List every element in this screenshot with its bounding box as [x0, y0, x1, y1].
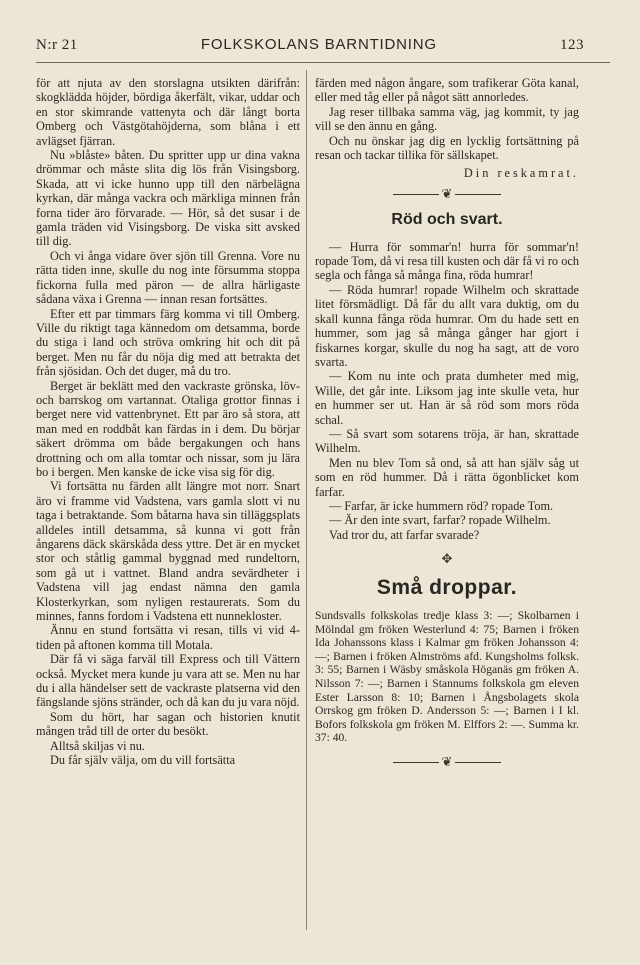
column-divider — [306, 70, 307, 930]
paragraph: för att njuta av den storslagna utsikten därifrån: skogklädda höjder, bördiga åkerfält, vikar, uddar och en stor skimrande vattenyta och där långt borta Omberg och Västgötahöjderna, som blåna i ett avlägset fjärran. — [36, 76, 300, 148]
paragraph: — Hurra för sommar'n! hurra för sommar'n! ropade Tom, då vi resa till kusten och där få vi ro och segla och fånga så många fina, röda humrar! — [315, 239, 579, 283]
paragraph: Där få vi säga farväl till Express och till Vättern också. Mycket mera kunde ju vara att se. Men nu har du i alla händelser sett de vackraste platserna vid den fängslande sjöns stränder, och då kan du ju vara nöjd. — [36, 652, 300, 710]
paragraph: — Farfar, är icke hummern röd? ropade Tom. — [329, 498, 554, 513]
paragraph: Jag reser tillbaka samma väg, jag kommit, ty jag vill se den ännu en gång. — [315, 104, 579, 134]
flourish-icon: ❦ — [441, 185, 453, 201]
paragraph: Vad tror du, att farfar svarade? — [329, 527, 480, 542]
paragraph: Du får själv välja, om du vill fortsätta — [50, 753, 236, 768]
paragraph: Vi fortsätta nu färden allt längre mot norr. Snart äro vi framme vid Vadstena, vars gamla slott vi nu taga i betraktande. Som båtarna hava sin tilläggsplats alldeles intill detsamma, så kunna vi gott från ångarens däck skärskåda dess yttre. Det är en mycket stor och ståtlig gammal byggnad med rundeltorn, som gå ut i vattnet. Bland andra sevärdheter i Vadstena vill jag endast nämna den gamla Klosterkyrkan, som nyligen restaurerats. Som du minnes, fanns fordom i Vadstena ett nunnekloster. — [36, 479, 300, 624]
donations-list — [315, 609, 579, 745]
paragraph: Ännu en stund fortsätta vi resan, tills vi vid 4-tiden på aftonen komma till Motala. — [36, 623, 300, 652]
paragraph: Och nu önskar jag dig en lycklig fortsättning på resan och tackar tillika för sällskapet. — [315, 133, 579, 163]
paragraph: Sundsvalls folkskolas tredje klass 3: —; Skolbarnen i Mölndal gm fröken Westerlund 4: 75; Barnen i fröken Ida Johanssons klass i Kalmar gm fröken Johansson 4: —; Barnen i fröken Almströms afd. Kungsholms folksk. 3: 55; Barnen i Wäsby småskola Höganäs gm fröken A. Nilsson 7: —; Barnen i Stannums folkskola gm eleven Ester Larsson 8: 10; Barnen i Ångsbolagets skola Orrskog gm fröken D. Andersson 5: —; Barnen i I kl. Bofors folkskola gm fröken M. Elffors 2: —. Summa kr. 37: 40. — [315, 609, 579, 745]
ornament-divider — [315, 755, 579, 769]
issue-number: N:r 21 — [36, 37, 78, 53]
page-number: 123 — [559, 37, 584, 53]
signature: Din reskamrat. — [463, 166, 579, 181]
ornament-divider — [315, 552, 579, 566]
paragraph: — Är den inte svart, farfar? ropade Wilhelm. — [329, 513, 551, 528]
publication-title: FOLKSKOLANS BARNTIDNING — [200, 36, 437, 53]
paragraph: Berget är beklätt med den vackraste grönska, löv- och barrskog om vartannat. Otaliga grottor finnas i berget nere vid vattenbrynet. Ett par äro så stora, att man med en roddbåt kan färdas in i dem. Du börjar säkert drömma om både bergakungen och hans drottning och om alla tomtar och nissar, som ju lära bo i bergen. Men kanske de icke visa sig för dig. — [36, 378, 300, 479]
fleuron-icon: ✥ — [441, 551, 453, 567]
ornament-divider — [315, 187, 579, 201]
story-title: Röd och svart. — [391, 211, 503, 229]
left-column — [36, 76, 300, 768]
right-column — [315, 76, 579, 775]
paragraph: Nu »blåste» båten. Du spritter upp ur dina vakna drömmar och måste slita dig lös från Visingsborg. Skada, att vi icke hunno upp till den närbelägna kyrkan, där många vackra och märkliga minnen från forna tider äro förvarade. — Hör, så det susar i de gamla träden vid Visingsborg. De viska sitt avsked till dig. — [36, 148, 300, 249]
paragraph: Och vi ånga vidare över sjön till Grenna. Vore nu rätta tiden inne, skulle du nog inte försumma stoppa fickorna fulla med päron — de allra härligaste sådana växa i Grenna — innan resan fortsättes. — [36, 248, 300, 307]
paragraph: Men nu blev Tom så ond, så att han själv såg ut som en röd hummer. Då i rätta ögonblicket kom farfar. — [315, 455, 579, 499]
page-header — [36, 36, 584, 54]
paragraph: — Röda humrar! ropade Wilhelm och skrattade litet försmädligt. Då får du allt vara duktig, om du skall kunna fånga röda humrar. Om du hade sett en hummer, som jag så många gånger har gjort i fiskarnes korgar, skulle du nog ha sagt, att de voro svarta. — [315, 282, 579, 369]
paragraph: Alltså skiljas vi nu. — [50, 738, 145, 753]
flourish-icon: ❦ — [441, 753, 453, 769]
paragraph: — Kom nu inte och prata dumheter med mig, Wille, det går inte. Liksom jag inte skulle veta, hur en hummer ser ut. Han är så röd som mors röda schal. — [315, 369, 579, 427]
paragraph: — Så svart som sotarens tröja, är han, skrattade Wilhelm. — [315, 426, 579, 456]
paragraph: färden med någon ångare, som trafikerar Göta kanal, eller med tåg eller på något sätt annorledes. — [315, 76, 579, 105]
paragraph: Efter ett par timmars färg komma vi till Omberg. Ville du riktigt taga kännedom om detsamma, borde du stiga i land och ströva omkring hit och dit på berget. Men nu får du nöja dig med att betrakta det från sjösidan. Och det duger, må du tro. — [36, 306, 300, 379]
header-rule — [36, 62, 610, 63]
paragraph: Som du hört, har sagan och historien knutit mången tråd till de orter du besökt. — [36, 709, 300, 739]
section-title: Små droppar. — [376, 575, 518, 599]
